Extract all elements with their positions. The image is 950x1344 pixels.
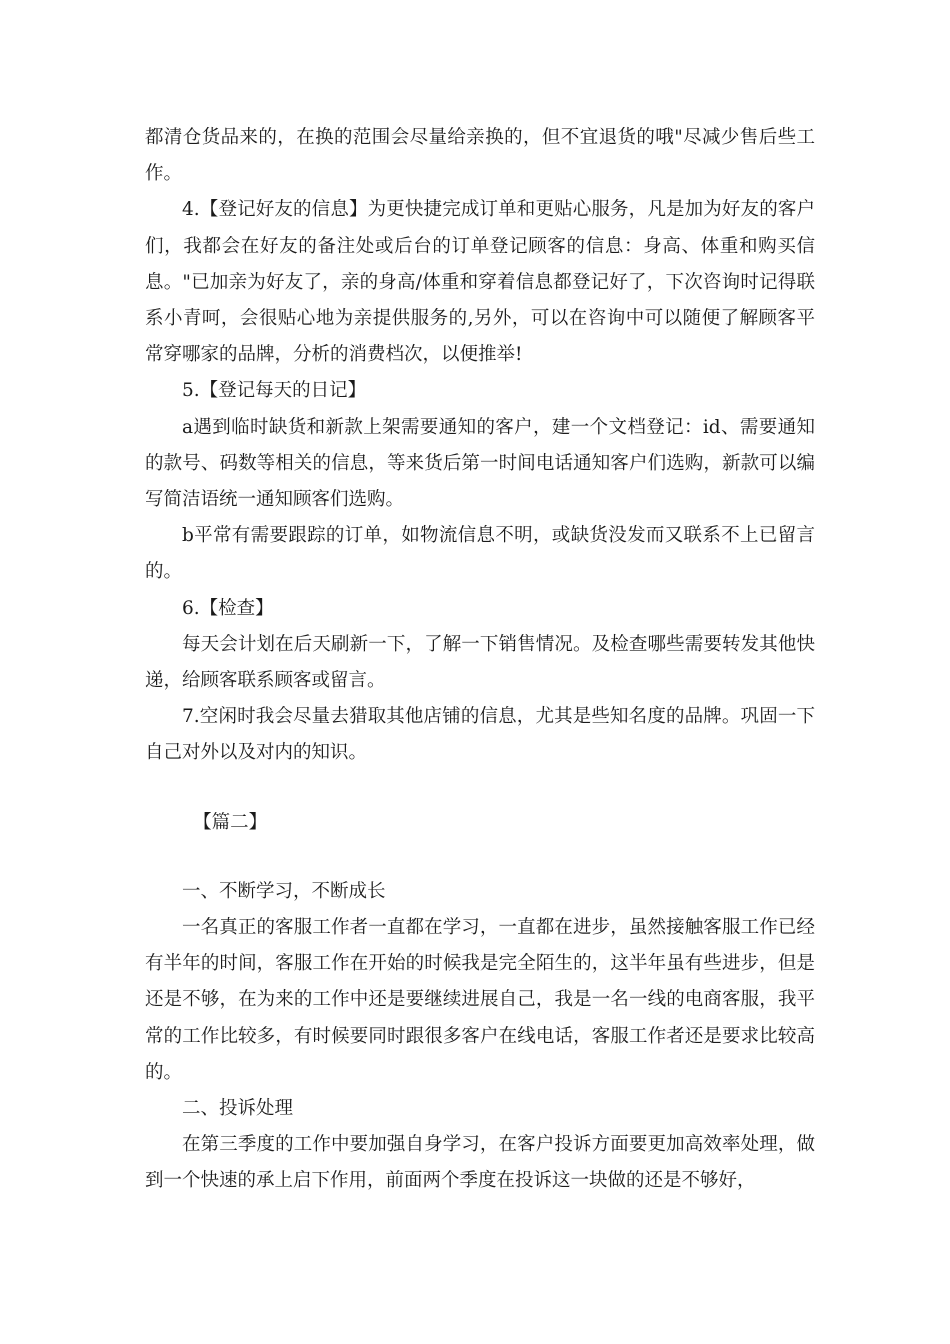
paragraph-item-6-heading: 6.【检查】: [182, 597, 274, 619]
section-paragraph-2: 在第三季度的工作中要加强自身学习，在客户投诉方面要更加高效率处理，做到一个快速的承上启下作用，前面两个季度在投诉这一块做的还是不够好，: [145, 1134, 815, 1192]
section-paragraph-1: 一名真正的客服工作者一直都在学习，一直都在进步，虽然接触客服工作已经有半年的时间，客服工作在开始的时候我是完全陌生的，这半年虽有些进步，但是还是不够，在为来的工作中还是要继续进展自己，我是一名一线的电商客服，我平常的工作比较多，有时候要同时跟很多客户在线电话，客服工作者还是要求比较高的。: [145, 917, 815, 1083]
paragraph-item-4: 4.【登记好友的信息】为更快捷完成订单和更贴心服务，凡是加为好友的客户们，我都会在好友的备注处或后台的订单登记顾客的信息：身高、体重和购买信息。"已加亲为好友了，亲的身高/体重和穿着信息都登记好了，下次咨询时记得联系小青呵，会很贴心地为亲提供服务的,另外，可以在咨询中可以随便了解顾客平常穿哪家的品牌，分析的消费档次，以便推举!: [145, 199, 815, 366]
document-body: [145, 120, 815, 1200]
section-heading-1: 一、不断学习，不断成长: [182, 880, 386, 902]
paragraph-item-7: 7.空闲时我会尽量去猎取其他店铺的信息，尤其是些知名度的品牌。巩固一下自己对外以及对内的知识。: [145, 706, 815, 764]
paragraph-item-5-heading: 5.【登记每天的日记】: [182, 380, 367, 402]
paragraph-item-6: 每天会计划在后天刷新一下，了解一下销售情况。及检查哪些需要转发其他快递，给顾客联系顾客或留言。: [145, 633, 815, 692]
paragraph-item-5b: b平常有需要跟踪的订单，如物流信息不明，或缺货没发而又联系不上已留言的。: [145, 525, 815, 583]
section-title: 【篇二】: [193, 811, 268, 833]
paragraph-continuation: 都清仓货品来的，在换的范围会尽量给亲换的，但不宜退货的哦"尽减少售后些工作。: [145, 127, 815, 185]
section-heading-2: 二、投诉处理: [182, 1098, 294, 1120]
paragraph-item-5a: a遇到临时缺货和新款上架需要通知的客户，建一个文档登记：id、需要通知的款号、码数等相关的信息，等来货后第一时间电话通知客户们选购，新款可以编写简洁语统一通知顾客们选购。: [145, 416, 815, 511]
